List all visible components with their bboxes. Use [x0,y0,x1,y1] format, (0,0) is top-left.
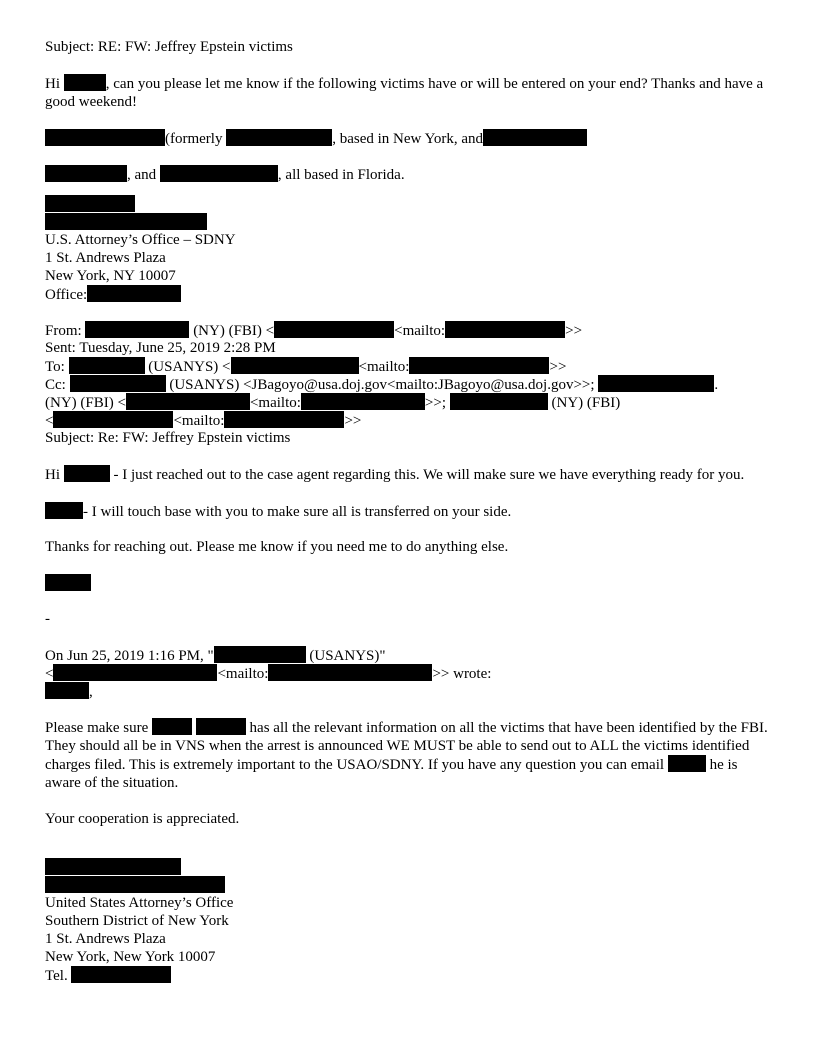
redaction-bar [71,966,171,983]
redaction-bar [409,357,549,374]
redaction-bar [126,393,250,410]
header-cc-continued-2: < <mailto: >> [45,413,362,429]
quoted-header: On Jun 25, 2019 1:16 PM, " (USANYS)" < <mailto: >> wrote: , [45,648,492,700]
redaction-bar [64,465,110,482]
redaction-bar [268,664,432,681]
header-to: To: (USANYS) < <mailto: >> [45,359,567,375]
sig2-address-1: 1 St. Andrews Plaza [45,931,166,947]
sig2-address-2: New York, New York 10007 [45,949,216,965]
header-subject: Subject: Re: FW: Jeffrey Epstein victims [45,430,291,446]
redaction-bar [196,718,246,735]
header-cc-continued: (NY) (FBI) < <mailto: >>; (NY) (FBI) [45,395,621,411]
fbi-paragraph-1: Hi - I just reached out to the case agent regarding this. We will make sure we have everything ready for you. [45,467,745,483]
sig2-org-2: Southern District of New York [45,913,229,929]
redaction-bar [87,285,181,302]
redaction-bar [45,858,181,875]
reply-greeting: Hi [45,76,64,92]
email-document [45,38,773,984]
redaction-bar [598,375,714,392]
victims-line-2: , and , all based in Florida. [45,165,773,183]
redaction-bar [45,876,225,893]
sig1-address-2: New York, NY 10007 [45,268,176,284]
fbi-paragraph-2: - I will touch base with you to make sure all is transferred on your side. [45,502,773,520]
sig2-tel: Tel. [45,966,773,984]
quoted-paragraph-1: Please make sure has all the relevant information on all the victims that have been identified by the FBI. They should all be in VNS when the arrest is announced WE MUST be able to send out to ALL the victims identified charges filed. This is extremely important to the USAO/SDNY. If you have any question you can email he is aware of the situation. [45,720,768,791]
reply-text: , can you please let me know if the following victims have or will be entered on your end? Thanks and have a good weekend! [45,76,764,110]
redaction-bar [668,755,706,772]
signature-block-1 [45,195,773,303]
redaction-bar [445,321,565,338]
redaction-bar [483,129,587,146]
redaction-bar [45,574,91,591]
top-subject: Subject: RE: FW: Jeffrey Epstein victims [45,39,293,55]
separator-dash: - [45,611,50,627]
redaction-bar [45,682,89,699]
header-sent: Sent: Tuesday, June 25, 2019 2:28 PM [45,340,276,356]
signature-block-2 [45,858,773,984]
fbi-paragraph-3: Thanks for reaching out. Please me know if you need me to do anything else. [45,539,509,555]
redaction-bar [45,165,127,182]
redaction-bar [85,321,189,338]
redaction-bar [53,664,217,681]
redaction-bar [45,213,207,230]
redaction-bar [274,321,394,338]
redaction-bar [450,393,548,410]
redaction-bar [214,646,306,663]
victims-line-1: (formerly , based in New York, and [45,129,773,147]
quoted-paragraph-2: Your cooperation is appreciated. [45,811,240,827]
reply-paragraph [45,74,773,111]
redaction-bar [160,165,278,182]
redaction-bar [226,129,332,146]
redaction-bar [45,502,83,519]
redaction-bar [70,375,166,392]
email-header [45,321,773,447]
redaction-bar [69,357,145,374]
header-from: From: (NY) (FBI) < <mailto: >> [45,323,583,339]
fbi-signature [45,574,773,592]
redaction-bar [224,411,344,428]
redaction-bar [53,411,173,428]
redaction-bar [45,129,165,146]
redaction-bar [231,357,359,374]
redaction-bar [301,393,425,410]
header-cc: Cc: (USANYS) <JBagoyo@usa.doj.gov<mailto:JBagoyo@usa.doj.gov>>; . [45,377,719,393]
sig1-office: Office: [45,285,773,303]
sig1-address-1: 1 St. Andrews Plaza [45,250,166,266]
sig1-org: U.S. Attorney’s Office – SDNY [45,232,236,248]
redaction-bar [64,74,106,91]
sig2-org-1: United States Attorney’s Office [45,895,234,911]
redaction-bar [152,718,192,735]
redaction-bar [45,195,135,212]
